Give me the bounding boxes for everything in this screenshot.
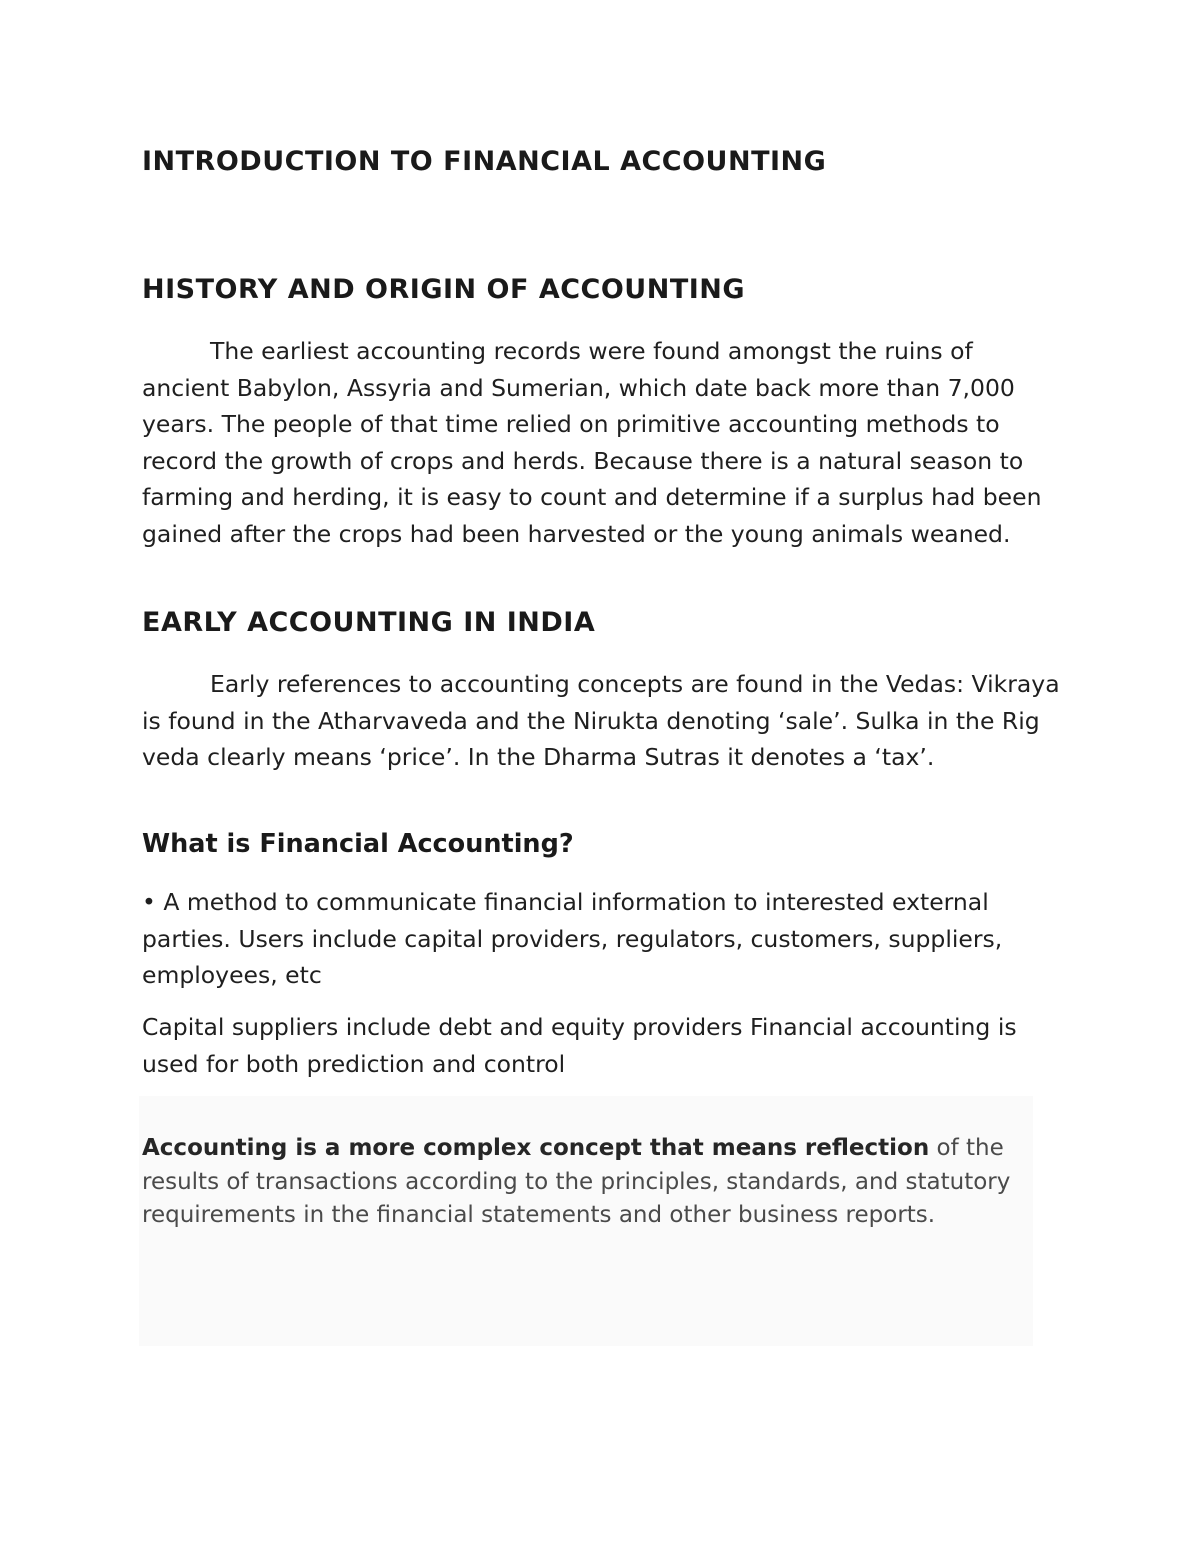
capital-paragraph: Capital suppliers include debt and equity providers Financial accounting is used for both prediction and control [142,1013,1017,1078]
definition-text [142,1132,1022,1233]
page-title: INTRODUCTION TO FINANCIAL ACCOUNTING [142,146,827,177]
history-text: The earliest accounting records were found amongst the ruins of ancient Babylon, Assyria and Sumerian, which date back more than 7,000 years. The people of that time relied on primitive accounting methods to record the growth of crops and herds. Because there is a natural season to farming and herding, it is easy to count and determine if a surplus had been gained after the crops had been harvested or the young animals weaned. [142,337,1042,548]
history-heading: HISTORY AND ORIGIN OF ACCOUNTING [142,274,746,305]
definition-bold: Accounting is a more complex concept that means reflection [142,1135,930,1161]
india-text: Early references to accounting concepts are found in the Vedas: Vikraya is found in the Atharvaveda and the Nirukta denoting ‘sale’. Sulka in the Rig veda clearly means ‘price’. In the Dharma Sutras it denotes a ‘tax’. [142,670,1060,771]
definition-box [139,1096,1033,1346]
india-paragraph [142,666,1062,776]
what-is-heading: What is Financial Accounting? [142,829,574,859]
bullet-paragraph: • A method to communicate financial information to interested external parties. Users include capital providers, regulators, customers, suppliers, employees, etc [142,888,1003,989]
india-heading: EARLY ACCOUNTING IN INDIA [142,607,596,638]
history-paragraph [142,333,1062,552]
definition-rest: of the results of transactions according to the principles, standards, and statutory requirements in the financial statements and other business reports. [142,1135,1011,1228]
